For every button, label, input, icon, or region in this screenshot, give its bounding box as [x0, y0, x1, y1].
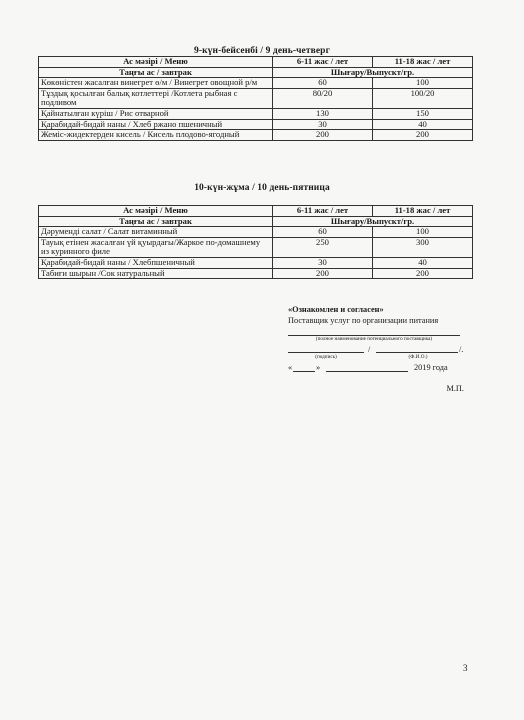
- portion-6-11: 80/20: [273, 88, 373, 108]
- signature-captions: [288, 354, 488, 362]
- date-quote-close: »: [316, 363, 321, 372]
- portion-11-18: 200: [373, 130, 473, 141]
- table-row: [39, 257, 473, 268]
- ack-title: «Ознакомлен и согласен»: [288, 305, 384, 314]
- table-row: [39, 268, 473, 279]
- day10-title: 10-күн-жұма / 10 день-пятница: [194, 183, 330, 193]
- day10-menu-table: [38, 205, 473, 279]
- output-label: Шығару/Выпускт/гр.: [273, 67, 473, 78]
- table-meal-row: [39, 67, 473, 78]
- table-header-row: [39, 57, 473, 68]
- portion-11-18: 40: [373, 257, 473, 268]
- date-day-line: [293, 362, 315, 372]
- day9-menu-table: [38, 56, 473, 141]
- stamp-place-label: М.П.: [446, 384, 464, 393]
- header-age-6-11: 6-11 жас / лет: [273, 57, 373, 68]
- page-number: 3: [463, 663, 468, 673]
- portion-11-18: 300: [373, 237, 473, 257]
- signature-caption: (подпись): [315, 354, 337, 360]
- dish-name: Тауық етінен жасалған үй қуырдағы/Жаркое по-домашнему из куринного филе: [39, 237, 273, 257]
- header-age-11-18: 11-18 жас / лет: [373, 57, 473, 68]
- table-row: [39, 130, 473, 141]
- portion-6-11: 60: [273, 227, 373, 238]
- portion-6-11: 250: [273, 237, 373, 257]
- meal-label: Таңғы ас / завтрак: [39, 67, 273, 78]
- header-age-6-11: 6-11 жас / лет: [273, 206, 373, 217]
- provider-name-line: [288, 326, 460, 336]
- meal-label: Таңғы ас / завтрак: [39, 216, 273, 227]
- table-row: [39, 88, 473, 108]
- dish-name: Қайнатылған күріш / Рис отварной: [39, 108, 273, 119]
- output-label: Шығару/Выпускт/гр.: [273, 216, 473, 227]
- signature-row: / /.: [288, 343, 488, 354]
- dish-name: Көкөністен жасалған винегрет ө/м / Винегрет овощной р/м: [39, 78, 273, 89]
- acknowledgement-block: [288, 304, 488, 373]
- table-row: [39, 108, 473, 119]
- portion-6-11: 130: [273, 108, 373, 119]
- portion-11-18: 40: [373, 119, 473, 130]
- date-quote-open: «: [288, 363, 293, 372]
- provider-label: Поставщик услуг по организации питания: [288, 316, 439, 325]
- signature-line: [288, 343, 364, 353]
- portion-6-11: 60: [273, 78, 373, 89]
- portion-11-18: 100: [373, 78, 473, 89]
- table-row: [39, 119, 473, 130]
- dish-name: Қарабидай-бидай наны / Хлеб ржано пшеничный: [39, 119, 273, 130]
- portion-6-11: 200: [273, 130, 373, 141]
- date-year: 2019 года: [414, 363, 448, 372]
- portion-6-11: 200: [273, 268, 373, 279]
- portion-11-18: 100: [373, 227, 473, 238]
- dish-name: Дәруменді салат / Салат витаминный: [39, 227, 273, 238]
- fio-caption: (Ф.И.О.): [408, 354, 428, 360]
- dish-name: Табиғи шырын /Сок натуральный: [39, 268, 273, 279]
- date-row: [288, 362, 488, 373]
- dish-name: Жеміс-жидектерден кисель / Кисель плодово-ягодный: [39, 130, 273, 141]
- header-menu: Ас мәзірі / Меню: [39, 57, 273, 68]
- header-age-11-18: 11-18 жас / лет: [373, 206, 473, 217]
- portion-6-11: 30: [273, 119, 373, 130]
- header-menu: Ас мәзірі / Меню: [39, 206, 273, 217]
- day9-title: 9-күн-бейсенбі / 9 день-четверг: [194, 46, 330, 56]
- dish-name: Тұздық қосылған балық котлеттері /Котлета рыбная с подливом: [39, 88, 273, 108]
- table-header-row: [39, 206, 473, 217]
- table-row: [39, 78, 473, 89]
- table-row: [39, 237, 473, 257]
- portion-11-18: 200: [373, 268, 473, 279]
- dish-name: Қарабидай-бидай наны / Хлебпшеничный: [39, 257, 273, 268]
- portion-11-18: 150: [373, 108, 473, 119]
- portion-6-11: 30: [273, 257, 373, 268]
- provider-name-caption: (полное наименование потенциального поставщика): [315, 336, 433, 342]
- date-month-line: [326, 362, 408, 372]
- table-meal-row: [39, 216, 473, 227]
- table-row: [39, 227, 473, 238]
- portion-11-18: 100/20: [373, 88, 473, 108]
- fio-line: [376, 343, 458, 353]
